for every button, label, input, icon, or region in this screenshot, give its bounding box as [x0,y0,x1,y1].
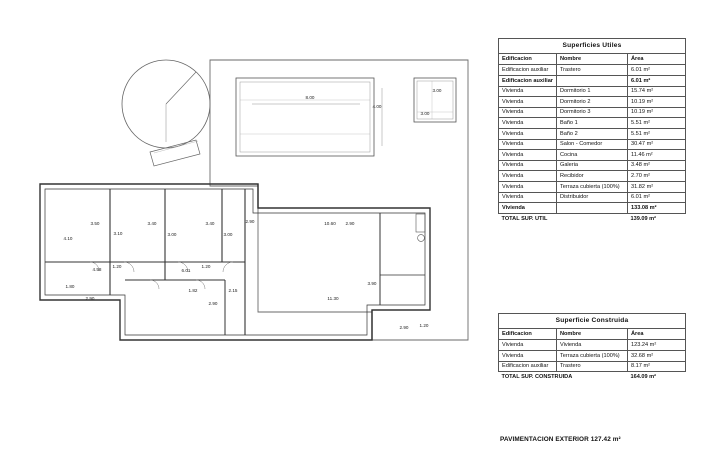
cell-nombre: Trastero [556,65,627,76]
cell-edificacion: Vivienda [499,86,557,97]
dimension-label: 8.00 [305,95,315,100]
cell-edificacion: Edificacion auxiliar [499,361,557,372]
cell-nombre: Vivienda [556,340,627,351]
table-row [499,350,686,361]
dimension-label: 3.50 [90,221,100,226]
dimension-label: 2.15 [228,288,238,293]
table-row [499,182,686,193]
dimension-label: 4.10 [63,236,73,241]
table-title-row [499,39,686,54]
cell-area: 15.74 m² [628,86,686,97]
table-row [499,192,686,203]
table-total-row [499,372,686,382]
cell-edificacion: Vivienda [499,340,557,351]
cell-edificacion: Vivienda [499,182,557,193]
cell-edificacion: Vivienda [499,171,557,182]
dimension-label: 2.90 [208,301,218,306]
dimension-label: 3.00 [167,232,177,237]
cell-edificacion: Vivienda [499,97,557,108]
cell-area: 8.17 m² [628,361,686,372]
dimension-label: 3.90 [367,281,377,286]
column-header: Área [628,328,686,339]
column-header: Área [628,53,686,64]
table-row [499,75,686,86]
cell-nombre [556,75,627,86]
dimension-label: 2.90 [85,296,95,301]
superficies-utiles-table [498,38,686,224]
dimension-label: 2.90 [345,221,355,226]
column-header: Nombre [556,53,627,64]
table-row [499,340,686,351]
cell-nombre [556,203,627,214]
column-header: Edificacion [499,328,557,339]
dimension-label: 10.60 [324,221,336,226]
total-label: TOTAL SUP. UTIL [499,213,628,223]
cell-edificacion: Vivienda [499,129,557,140]
cell-nombre: Dormitorio 2 [556,97,627,108]
dimension-label: 3.00 [420,111,430,116]
cell-nombre: Galeria [556,160,627,171]
dimension-label: 6.01 [181,268,191,273]
dimension-label: 4.58 [92,267,102,272]
dimension-label: 4.00 [372,104,382,109]
table-row [499,203,686,214]
cell-nombre: Terraza cubierta (100%) [556,182,627,193]
cell-nombre: Baño 2 [556,129,627,140]
cell-area: 5.51 m² [628,118,686,129]
cell-edificacion: Vivienda [499,350,557,361]
cell-edificacion: Vivienda [499,107,557,118]
cell-area: 10.19 m² [628,107,686,118]
cell-edificacion: Edificacion auxiliar [499,75,557,86]
table-header-row [499,328,686,339]
cell-area: 133.08 m² [628,203,686,214]
dimension-label: 1.20 [201,264,211,269]
cell-nombre: Salon - Comedor [556,139,627,150]
dimension-label: 1.20 [112,264,122,269]
cell-area: 32.68 m² [628,350,686,361]
cell-nombre: Distribuidor [556,192,627,203]
cell-area: 2.70 m² [628,171,686,182]
cell-edificacion: Vivienda [499,160,557,171]
dimension-label: 1.20 [419,323,429,328]
total-value: 164.09 m² [628,372,686,382]
cell-nombre: Terraza cubierta (100%) [556,350,627,361]
table-row [499,107,686,118]
cell-nombre: Dormitorio 1 [556,86,627,97]
column-header: Edificacion [499,53,557,64]
dimension-label: 3.40 [205,221,215,226]
cell-area: 6.01 m² [628,192,686,203]
cell-edificacion: Vivienda [499,150,557,161]
cell-area: 10.19 m² [628,97,686,108]
table-total-row [499,213,686,223]
cell-nombre: Cocina [556,150,627,161]
dimension-label: 1.82 [188,288,198,293]
cell-area: 6.01 m² [628,65,686,76]
dimension-label: 1.80 [65,284,75,289]
cell-area: 3.48 m² [628,160,686,171]
table-row [499,139,686,150]
table-row [499,129,686,140]
cell-nombre: Recibidor [556,171,627,182]
cell-edificacion: Vivienda [499,203,557,214]
dimension-label: 3.00 [223,232,233,237]
cell-edificacion: Edificacion auxiliar [499,65,557,76]
table-row [499,97,686,108]
cell-edificacion: Vivienda [499,192,557,203]
table-row [499,160,686,171]
dimension-label: 3.00 [432,88,442,93]
table-row [499,118,686,129]
cell-area: 31.82 m² [628,182,686,193]
dimension-label: 3.10 [113,231,123,236]
cell-nombre: Trastero [556,361,627,372]
total-label: TOTAL SUP. CONSTRUIDA [499,372,628,382]
cell-area: 30.47 m² [628,139,686,150]
dimension-label: 3.40 [147,221,157,226]
cell-nombre: Baño 1 [556,118,627,129]
superficie-construida-table [498,313,686,382]
total-value: 139.09 m² [628,213,686,223]
column-header: Nombre [556,328,627,339]
table-row [499,361,686,372]
cell-nombre: Dormitorio 3 [556,107,627,118]
cell-area: 6.01 m² [628,75,686,86]
cell-edificacion: Vivienda [499,118,557,129]
cell-area: 5.51 m² [628,129,686,140]
dimension-label: 11.30 [327,296,339,301]
cell-area: 123.24 m² [628,340,686,351]
dimension-label: 2.90 [245,219,255,224]
table-row [499,171,686,182]
table-title: Superficies Utiles [499,39,686,54]
cell-edificacion: Vivienda [499,139,557,150]
table-title: Superficie Construida [499,314,686,329]
dimension-label: 2.90 [399,325,409,330]
table-title-row [499,314,686,329]
table-row [499,65,686,76]
table-row [499,86,686,97]
cell-area: 11.46 m² [628,150,686,161]
pavimentacion-exterior-note: PAVIMENTACION EXTERIOR 127.42 m² [500,436,621,443]
table-row [499,150,686,161]
table-header-row [499,53,686,64]
